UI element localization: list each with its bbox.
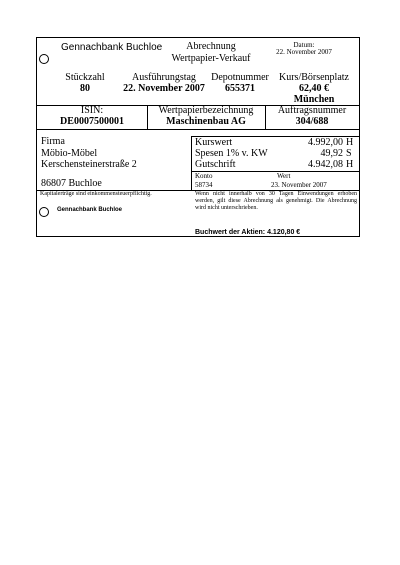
calc-block-mid-line [191,171,359,172]
quantity-value: 80 [80,83,90,94]
address-line-4: 86807 Buchloe [41,178,102,189]
address-line-3: Kerschensteinerstraße 2 [41,159,137,170]
security-name-value: Maschinenbau AG [166,116,246,127]
spesen-label: Spesen 1% v. KW [195,148,268,159]
gutschrift-value: 4.942,08 [308,159,343,170]
execution-date-value: 22. November 2007 [123,83,205,94]
bank-name: Gennachbank Buchloe [61,42,163,53]
kurswert-value: 4.992,00 [308,137,343,148]
value-date-label: Wert [277,172,291,180]
spesen-value: 49,92 [320,148,343,159]
date-label: Datum: [293,41,315,49]
value-date-value: 23. November 2007 [271,181,327,189]
exchange-place-value: München [293,94,335,105]
account-label: Konto [195,172,213,180]
isin-label: ISIN: [80,105,104,116]
doc-title: Abrechnung [186,41,236,52]
account-value: 58734 [195,181,213,189]
kurswert-label: Kurswert [195,137,233,148]
depot-number-value: 655371 [225,83,255,94]
tax-note: Kapitalerträge sind einkommensteuerpflichtig. [40,191,152,197]
date-value: 22. November 2007 [276,48,332,56]
security-row-bottom-line [37,129,359,130]
gutschrift-flag: H [346,159,354,170]
footer-bank-name: Gennachbank Buchloe [57,207,123,213]
calc-block-left-line [191,136,192,190]
address-line-2: Möbio-Möbel [41,148,98,159]
quantity-label: Stückzahl [65,72,105,83]
execution-date-label: Ausführungstag [132,72,196,83]
order-number-label: Auftragsnummer [277,105,347,116]
address-line-1: Firma [41,136,65,147]
isin-value: DE0007500001 [60,116,124,127]
footer-notice: Wenn nicht innerhalb von 30 Tagen Einwendungen erhoben werden, gilt diese Abrechnung als genehmigt. Die Abrechnung wird nicht unterschrieben. [195,191,357,211]
doc-subtitle: Wertpapier-Verkauf [171,53,251,64]
spesen-flag: S [346,148,352,159]
book-value-total: Buchwert der Aktien: 4.120,80 € [195,229,301,236]
order-number-value: 304/688 [295,116,329,127]
depot-number-label: Depotnummer [211,72,269,83]
price-label: Kurs/Börsenplatz [279,72,349,83]
securities-statement-form [36,37,360,237]
security-name-label: Wertpapierbezeichnung [158,105,254,116]
gutschrift-label: Gutschrift [195,159,236,170]
price-value: 62,40 € [299,83,329,94]
kurswert-flag: H [346,137,354,148]
